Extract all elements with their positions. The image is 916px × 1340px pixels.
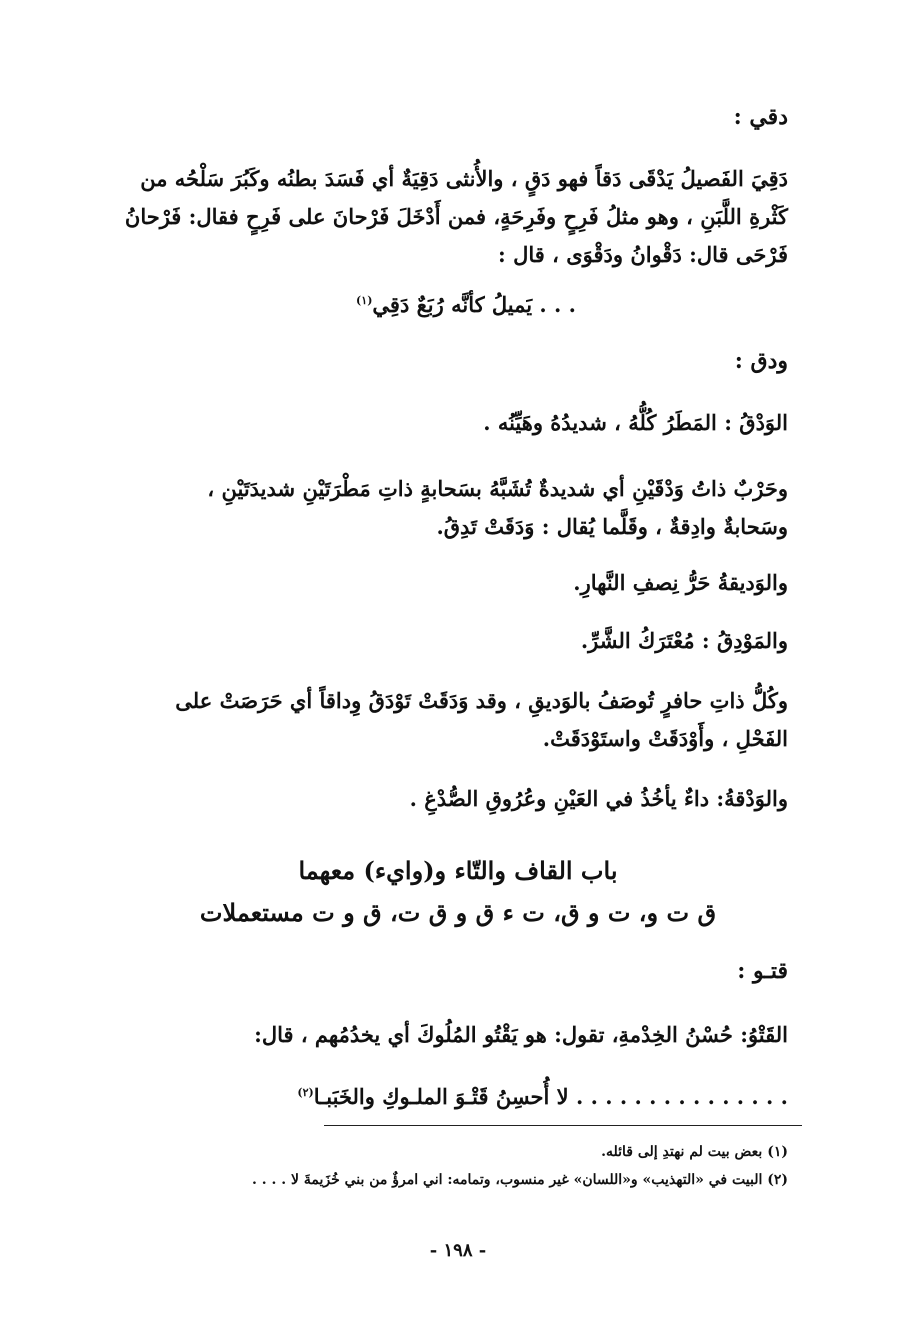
text-line: وسَحابةٌ وادِقةٌ ، وقَلَّما يُقال : وَدَقَتْ تَدِقُ. (436, 514, 788, 539)
text-line: دَقِيَ الفَصيلُ يَدْقَى دَقاً فهو دَقٍ ، والأُنثى دَقِيَةٌ أي فَسَدَ بطنُه وكَبُرَ سَلْحُه من (140, 166, 788, 191)
section-title: باب القاف والتّاء و(وايء) معهما (298, 856, 618, 885)
text-line: الفَحْلِ ، وأَوْدَقَتْ واستَوْدَقَتْ. (542, 726, 788, 751)
entry-body-daqi (88, 160, 788, 274)
paragraph: الوَدْقُ : المَطَرُ كُلُّهُ ، شديدُهُ وهَيِّنُه . (483, 410, 788, 435)
page-number: - ١٩٨ - (429, 1240, 487, 1261)
footnote: (١) بعض بيت لم نهتدِ إلى قائله. (601, 1144, 788, 1160)
paragraph (88, 682, 788, 758)
footnote-marker: (١) (356, 294, 373, 307)
paragraph: والمَوْدِقُ : مُعْتَرَكُ الشَّرِّ. (580, 628, 788, 653)
footnote-divider (324, 1125, 802, 1126)
text-line: فَرْحَى قال: دَقْوانُ ودَقْوَى ، قال : (498, 242, 788, 267)
verse-line (88, 1074, 788, 1116)
paragraph: القَتْوُ: حُسْنُ الخِدْمةِ، تقول: هو يَقْتُو المُلُوكَ أي يخدُمُهم ، قال: (254, 1022, 788, 1047)
verse-text: . . . . . . . . . . . . . . . لا أُحسِنُ قَتْـوَ الملـوكِ والخَبَبـا (313, 1084, 788, 1109)
text-line: كَثْرةِ اللَّبَنِ ، وهو مثلُ فَرِحٍ وفَرِحَةٍ، فمن أَدْخَلَ فَرْحانَ على فَرِحٍ فقال: فَرْحانُ (124, 204, 788, 229)
text-line: وحَرْبٌ ذاتُ وَدْقَيْنِ أي شديدةٌ تُشَبَّهُ بسَحابةٍ ذاتِ مَطْرَتَيْنِ شديدَتَيْنِ ، (207, 476, 788, 501)
verse-line (356, 292, 576, 317)
paragraph: والوَدْقةُ: داءٌ يأخُذُ في العَيْنِ وعُرُوقِ الصُّدْغِ . (409, 786, 788, 811)
paragraph: والوَديقةُ حَرُّ نِصفِ النَّهارِ. (573, 570, 788, 595)
entry-heading-daqi: دقي : (733, 104, 788, 130)
verse-text: . . . يَميلُ كأنَّه رُبَعٌ دَقِي (372, 292, 576, 317)
entry-heading-qatw: قتـو : (737, 958, 788, 984)
footnote-marker: (٢) (297, 1086, 314, 1099)
paragraph (88, 470, 788, 546)
section-subtitle: ق ت و، ت و ق، ت ء ق و ق ت، ق و ت مستعملات (199, 898, 717, 927)
text-line: وكُلُّ ذاتِ حافرٍ تُوصَفُ بالوَديقِ ، وقد وَدَقَتْ تَوْدَقُ وِداقاً أي حَرَصَتْ على (175, 688, 788, 713)
entry-heading-wadaq: ودق : (734, 348, 788, 374)
footnote: (٢) البيت في «التهذيب» و«اللسان» غير منسوب، وتمامه: اني امرؤٌ من بني خُزَيمةَ لا . . . . (252, 1172, 788, 1188)
